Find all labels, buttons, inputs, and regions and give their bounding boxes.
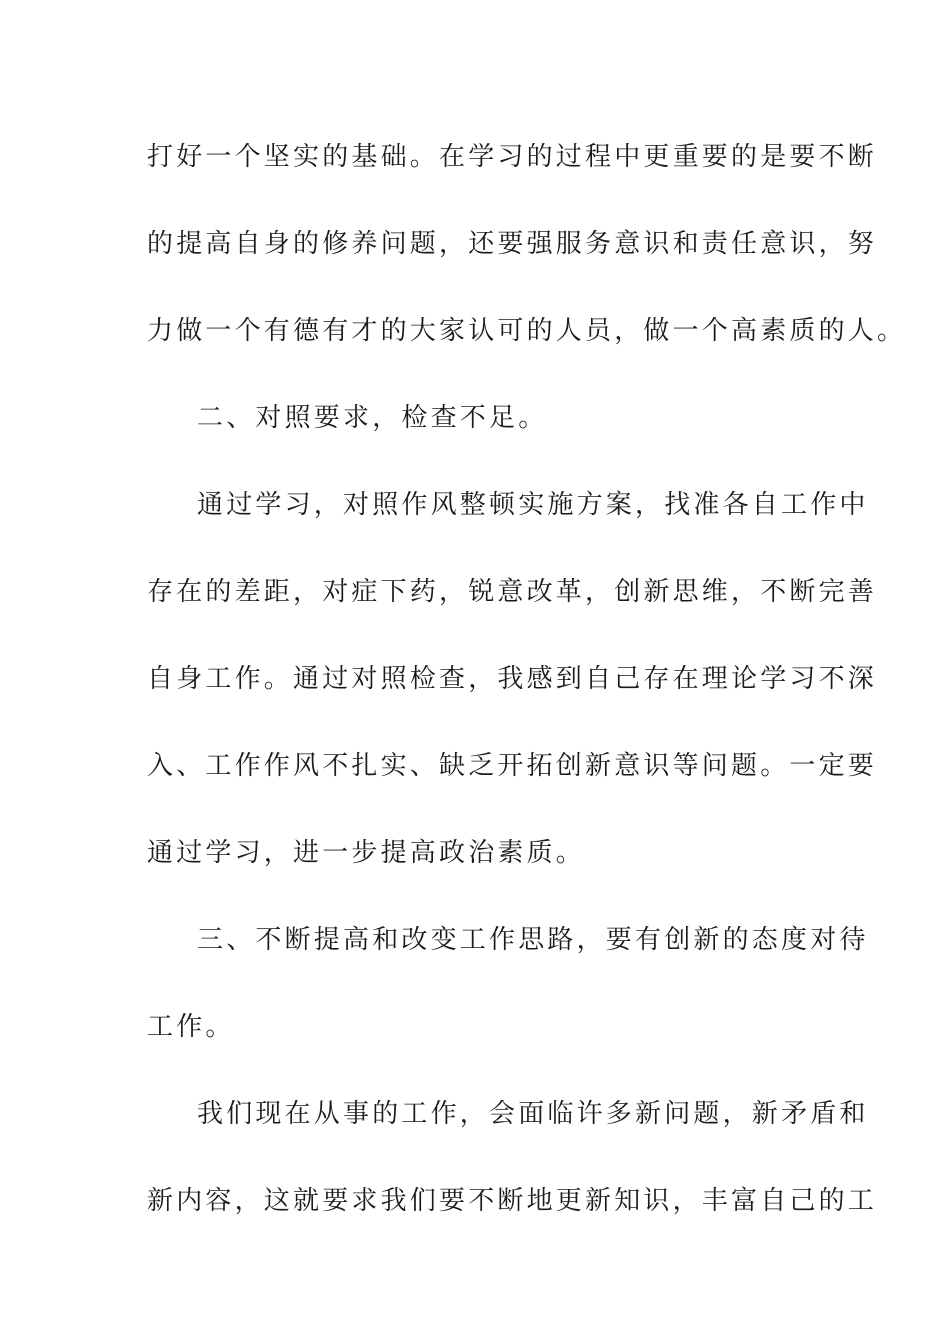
text-line: 通过学习，进一步提高政治素质。 [147,838,586,868]
text-line: 我们现在从事的工作，会面临许多新问题，新矛盾和 [197,1099,869,1129]
text-line: 工作。 [147,1012,235,1042]
text-line: 打好一个坚实的基础。在学习的过程中更重要的是要不断 [147,142,878,172]
text-line: 入、工作作风不扎实、缺乏开拓创新意识等问题。一定要 [147,751,878,781]
text-line: 的提高自身的修养问题，还要强服务意识和责任意识，努 [147,229,878,259]
text-line: 新内容，这就要求我们要不断地更新知识，丰富自己的工 [147,1186,878,1216]
text-line: 存在的差距，对症下药，锐意改革，创新思维，不断完善 [147,577,878,607]
section-heading: 二、对照要求，检查不足。 [197,403,548,433]
text-line: 自身工作。通过对照检查，我感到自己存在理论学习不深 [147,664,878,694]
text-line: 力做一个有德有才的大家认可的人员，做一个高素质的人。 [147,316,907,346]
section-heading: 三、不断提高和改变工作思路，要有创新的态度对待 [197,925,869,955]
text-line: 通过学习，对照作风整顿实施方案，找准各自工作中 [197,490,869,520]
